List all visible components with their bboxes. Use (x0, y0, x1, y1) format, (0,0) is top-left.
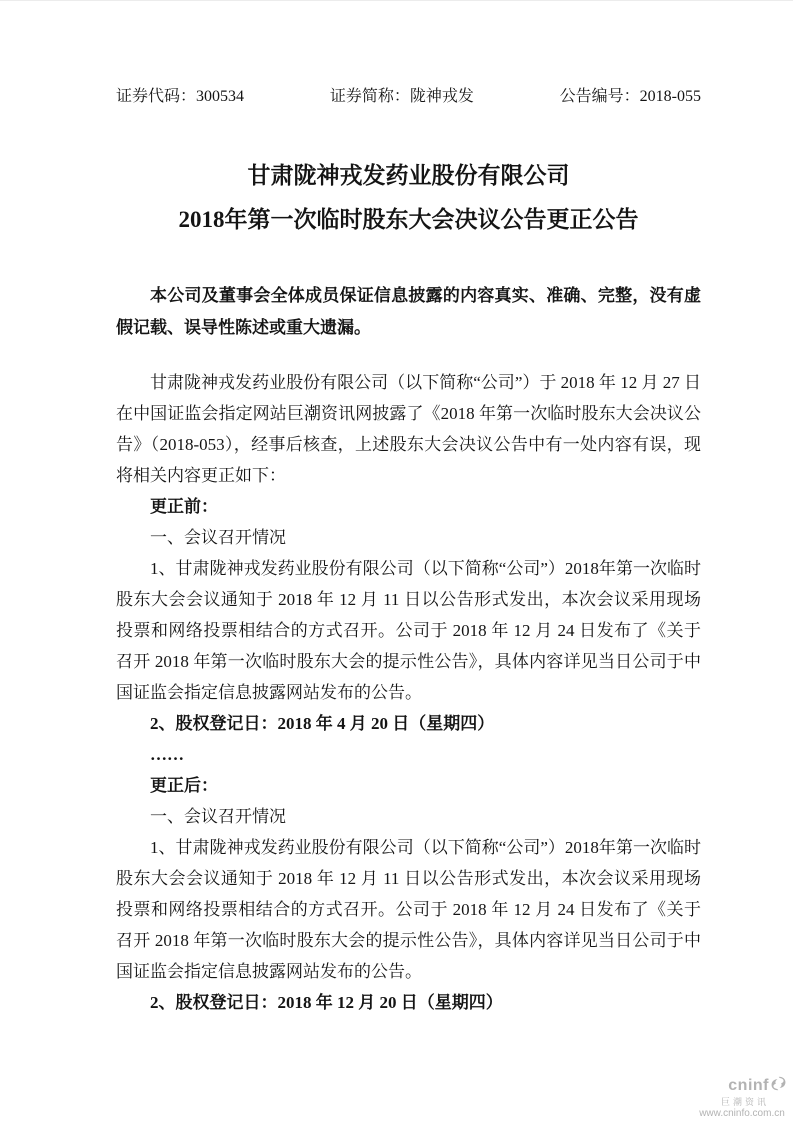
company-name-title: 甘肃陇神戎发药业股份有限公司 (247, 163, 570, 188)
before-section-heading: 一、会议召开情况 (150, 528, 286, 547)
document-header (116, 86, 701, 107)
document-title (116, 154, 701, 242)
stock-code: 证券代码：300534 (116, 88, 245, 105)
cninfo-website-url: www.cninfo.com.cn (699, 1108, 785, 1120)
announcement-number: 公告编号：2018-055 (559, 88, 701, 105)
intro-paragraph: 甘肃陇神戎发药业股份有限公司（以下简称“公司”）于 2018 年 12 月 27 日在中国证监会指定网站巨潮资讯网披露了《2018 年第一次临时股东大会决议公告》（2018-053），经事后核查，上述股东大会决议公告中有一处内容有误，现将相关内容更正如下： (116, 373, 701, 485)
after-record-date: 2、股权登记日：2018 年 12 月 20 日（星期四） (150, 993, 503, 1012)
after-correction-label: 更正后： (150, 776, 218, 795)
announcement-title: 2018年第一次临时股东大会决议公告更正公告 (178, 207, 639, 232)
board-disclaimer: 本公司及董事会全体成员保证信息披露的内容真实、准确、完整，没有虚假记载、误导性陈述或重大遗漏。 (116, 286, 701, 337)
cninfo-swirl-icon (770, 1075, 787, 1097)
cninfo-company-name: 巨潮资讯 (720, 1096, 769, 1107)
ellipsis-line: …… (150, 745, 184, 764)
stock-short-name: 证券简称：陇神戎发 (329, 88, 474, 105)
document-content (0, 1, 793, 1018)
before-correction-label: 更正前： (150, 497, 218, 516)
before-meeting-paragraph: 1、甘肃陇神戎发药业股份有限公司（以下简称“公司”）2018年第一次临时股东大会会议通知于 2018 年 12 月 11 日以公告形式发出，本次会议采用现场投票和网络投票相结合的方式召开。公司于 2018 年 12 月 24 日发布了《关于召开 2018 年第一次临时股东大会的提示性公告》，具体内容详见当日公司于中国证监会指定信息披露网站发布的公告。 (116, 559, 701, 702)
after-section-heading: 一、会议召开情况 (150, 807, 286, 826)
cninfo-logo (695, 1075, 789, 1119)
cninfo-logo-text: cninf (728, 1077, 769, 1094)
cninfo-logo-row (695, 1075, 789, 1097)
before-record-date: 2、股权登记日：2018 年 4 月 20 日（星期四） (150, 714, 495, 733)
after-meeting-paragraph: 1、甘肃陇神戎发药业股份有限公司（以下简称“公司”）2018年第一次临时股东大会会议通知于 2018 年 12 月 11 日以公告形式发出，本次会议采用现场投票和网络投票相结合的方式召开。公司于 2018 年 12 月 24 日发布了《关于召开 2018 年第一次临时股东大会的提示性公告》，具体内容详见当日公司于中国证监会指定信息披露网站发布的公告。 (116, 838, 701, 981)
